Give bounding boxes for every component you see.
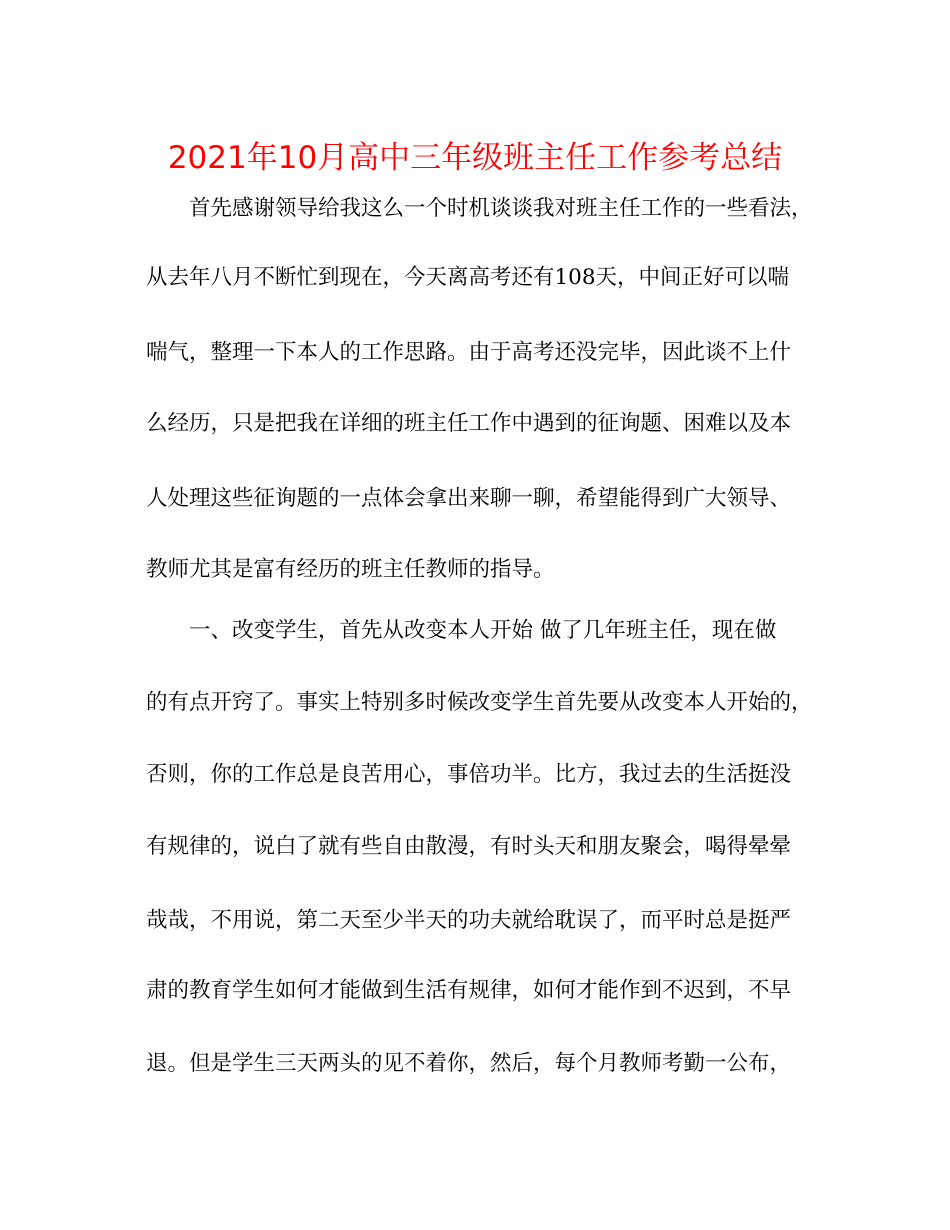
body-line-1: 首先感谢领导给我这么一个时机谈谈我对班主任工作的一些看法，	[189, 196, 813, 221]
body-line-11: 哉哉，不用说，第二天至少半天的功夫就给耽误了，而平时总是挺严	[146, 908, 792, 933]
body-line-2: 从去年八月不断忙到现在，今天离高考还有108天，中间正好可以喘	[146, 265, 790, 290]
body-line-3: 喘气，整理一下本人的工作思路。由于高考还没完毕，因此谈不上什	[146, 340, 792, 365]
body-line-8: 的有点开窍了。事实上特别多时候改变学生首先要从改变本人开始的，	[146, 690, 813, 715]
body-line-12: 肃的教育学生如何才能做到生活有规律，如何才能作到不迟到，不早	[146, 978, 792, 1003]
body-line-10: 有规律的，说白了就有些自由散漫，有时头天和朋友聚会，喝得晕晕	[146, 834, 792, 859]
document-title: 2021年10月高中三年级班主任工作参考总结	[167, 140, 783, 176]
body-line-13: 退。但是学生三天两头的见不着你，然后，每个月教师考勤一公布，	[146, 1051, 792, 1076]
body-line-6: 教师尤其是富有经历的班主任教师的指导。	[146, 557, 555, 582]
body-line-9: 否则，你的工作总是良苦用心，事倍功半。比方，我过去的生活挺没	[146, 762, 792, 787]
body-line-7: 一、改变学生，首先从改变本人开始 做了几年班主任，现在做	[189, 618, 777, 643]
body-line-5: 人处理这些征询题的一点体会拿出来聊一聊，希望能得到广大领导、	[146, 486, 792, 511]
body-line-4: 么经历，只是把我在详细的班主任工作中遇到的征询题、困难以及本	[146, 411, 792, 436]
